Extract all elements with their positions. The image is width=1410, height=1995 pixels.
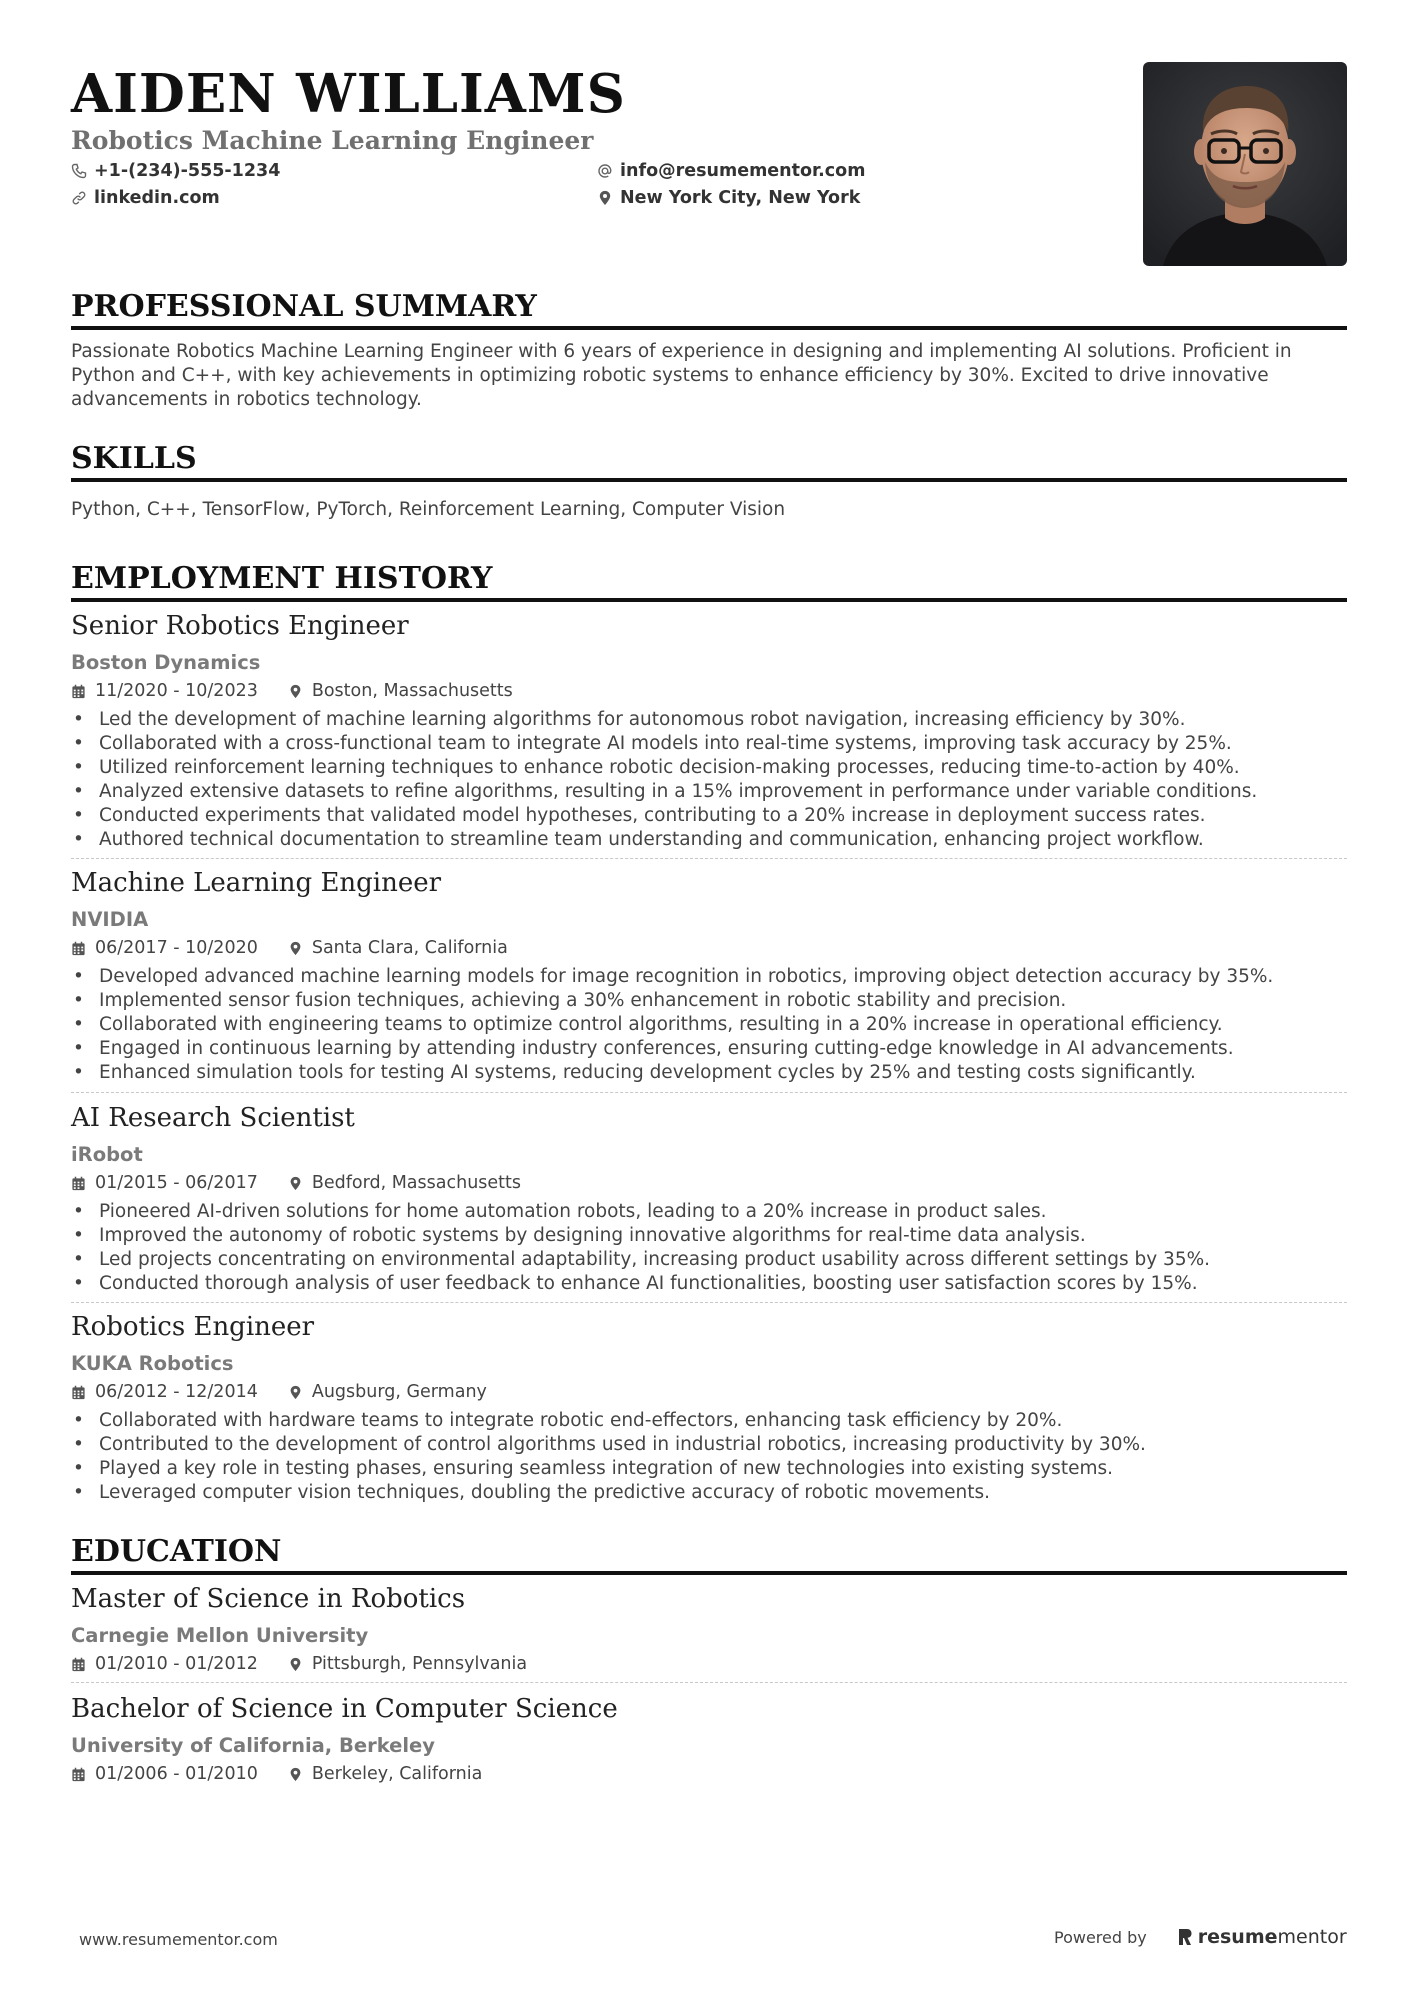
bullet-item: • Conducted thorough analysis of user feedback to enhance AI functionalities, boosting user satisfaction scores by 15%. [71,1272,1347,1296]
bullet-item: • Improved the autonomy of robotic systems by designing innovative algorithms for real-time data analysis. [71,1224,1347,1248]
footer-branding [1054,1926,1347,1948]
bullet-item: • Led projects concentrating on environmental adaptability, increasing product usability across different settings by 35%. [71,1248,1347,1272]
skills-heading: SKILLS [71,440,1347,482]
skills-text: Python, C++, TensorFlow, PyTorch, Reinforcement Learning, Computer Vision [71,499,786,520]
job-company: iRobot [71,1143,143,1166]
school-name: Carnegie Mellon University [71,1624,369,1647]
job-entry [71,866,1347,1085]
job-location: Boston, Massachusetts [311,681,513,701]
bullet-item: • Pioneered AI-driven solutions for home automation robots, leading to a 20% increase in product sales. [71,1200,1347,1224]
bullet-item: • Authored technical documentation to streamline team understanding and communication, enhancing project workflow. [71,828,1347,852]
education-entry [71,1692,1347,1785]
skills-section [71,440,1347,522]
education-dates: 01/2006 - 01/2010 [95,1764,258,1784]
brand-mark-icon [1177,1927,1193,1947]
job-location: Santa Clara, California [311,938,508,958]
map-pin-icon [288,684,303,699]
degree-title: Master of Science in Robotics [71,1584,466,1614]
employment-section [71,560,1347,602]
job-meta [71,1381,1347,1403]
profile-photo [1143,62,1347,266]
bullet-item: • Collaborated with a cross-functional team to integrate AI models into real-time systems, improving task accuracy by 25%. [71,732,1347,756]
contact-location [597,187,860,209]
job-company: NVIDIA [71,908,149,931]
education-section [71,1533,1347,1575]
bullet-item: • Utilized reinforcement learning techniques to enhance robotic decision-making processes, reducing time-to-action by 40%. [71,756,1347,780]
education-location: Berkeley, California [311,1764,483,1784]
job-bullets [71,965,1347,1085]
degree-title: Bachelor of Science in Computer Science [71,1694,618,1724]
job-company: Boston Dynamics [71,651,261,674]
map-pin-icon [288,1176,303,1191]
map-pin-icon [288,1767,303,1782]
education-entry [71,1582,1347,1675]
job-meta [71,680,1347,702]
education-location: Pittsburgh, Pennsylvania [311,1654,528,1674]
job-bullets [71,1409,1347,1505]
bullet-item: • Led the development of machine learning algorithms for autonomous robot navigation, increasing efficiency by 30%. [71,708,1347,732]
school-name: University of California, Berkeley [71,1734,435,1757]
linkedin-text[interactable]: linkedin.com [94,188,220,208]
map-pin-icon [288,1657,303,1672]
bullet-item: • Analyzed extensive datasets to refine algorithms, resulting in a 15% improvement in performance under variable conditions. [71,780,1347,804]
phone-icon [71,163,87,179]
map-pin-icon [288,941,303,956]
email-text[interactable]: info@resumementor.com [620,161,866,181]
summary-heading: PROFESSIONAL SUMMARY [71,288,1347,330]
bullet-item: • Collaborated with hardware teams to integrate robotic end-effectors, enhancing task efficiency by 20%. [71,1409,1347,1433]
entry-divider [71,1302,1347,1303]
entry-divider [71,858,1347,859]
brand-logo[interactable] [1177,1926,1347,1948]
bullet-item: • Conducted experiments that validated model hypotheses, contributing to a 20% increase in deployment success rates. [71,804,1347,828]
job-title: Robotics Engineer [71,1312,315,1342]
calendar-icon [71,941,86,956]
bullet-item: • Contributed to the development of control algorithms used in industrial robotics, increasing productivity by 30%. [71,1433,1347,1457]
bullet-item: • Developed advanced machine learning models for image recognition in robotics, improving object detection accuracy by 35%. [71,965,1347,989]
job-bullets [71,708,1347,852]
contact-phone [71,160,280,182]
job-dates: 06/2012 - 12/2014 [95,1382,258,1402]
job-bullets [71,1200,1347,1296]
bullet-item: • Leveraged computer vision techniques, doubling the predictive accuracy of robotic movements. [71,1481,1347,1505]
education-heading: EDUCATION [71,1533,1347,1575]
entry-divider [71,1092,1347,1093]
bullet-item: • Engaged in continuous learning by attending industry conferences, ensuring cutting-edge knowledge in AI advancements. [71,1037,1347,1061]
calendar-icon [71,1385,86,1400]
at-icon [597,163,613,179]
calendar-icon [71,1176,86,1191]
map-pin-icon [288,1385,303,1400]
education-dates: 01/2010 - 01/2012 [95,1654,258,1674]
job-meta [71,937,1347,959]
portrait-illustration [1143,62,1347,266]
powered-by-label: Powered by [1054,1927,1147,1947]
job-title: AI Research Scientist [71,1103,355,1133]
brand-part-1: resume [1197,1926,1278,1948]
job-company: KUKA Robotics [71,1352,234,1375]
calendar-icon [71,1767,86,1782]
entry-divider [71,1682,1347,1683]
candidate-role: Robotics Machine Learning Engineer [71,126,594,155]
education-meta [71,1653,1347,1675]
employment-heading: EMPLOYMENT HISTORY [71,560,1347,602]
summary-section [71,288,1347,412]
summary-text: Passionate Robotics Machine Learning Engineer with 6 years of experience in designing and implementing AI solutions. Proficient in Python and C++, with key achievements in optimizing robotic systems to enhance efficiency by 30%. Excited to drive innovative advancements in robotics technology. [71,341,1292,410]
job-location: Augsburg, Germany [311,1382,487,1402]
candidate-name: AIDEN WILLIAMS [71,63,626,125]
job-entry [71,1101,1347,1296]
footer-website[interactable]: www.resumementor.com [79,1930,278,1949]
link-icon [71,190,87,206]
education-meta [71,1763,1347,1785]
bullet-item: • Implemented sensor fusion techniques, achieving a 30% enhancement in robotic stability and precision. [71,989,1347,1013]
job-meta [71,1172,1347,1194]
job-dates: 11/2020 - 10/2023 [95,681,258,701]
job-entry [71,609,1347,852]
job-dates: 01/2015 - 06/2017 [95,1173,258,1193]
bullet-item: • Collaborated with engineering teams to optimize control algorithms, resulting in a 20% increase in operational efficiency. [71,1013,1347,1037]
job-title: Senior Robotics Engineer [71,611,409,641]
phone-text: +1-(234)-555-1234 [94,161,281,181]
brand-part-2: mentor [1277,1926,1347,1948]
job-entry [71,1310,1347,1505]
job-title: Machine Learning Engineer [71,868,442,898]
job-dates: 06/2017 - 10/2020 [95,938,258,958]
location-text: New York City, New York [620,188,861,208]
map-pin-icon [597,190,613,206]
contact-email[interactable] [597,160,865,182]
bullet-item: • Enhanced simulation tools for testing AI systems, reducing development cycles by 25% and testing costs significantly. [71,1061,1347,1085]
job-location: Bedford, Massachusetts [311,1173,522,1193]
bullet-item: • Played a key role in testing phases, ensuring seamless integration of new technologies into existing systems. [71,1457,1347,1481]
calendar-icon [71,1657,86,1672]
contact-linkedin[interactable] [71,187,220,209]
calendar-icon [71,684,86,699]
